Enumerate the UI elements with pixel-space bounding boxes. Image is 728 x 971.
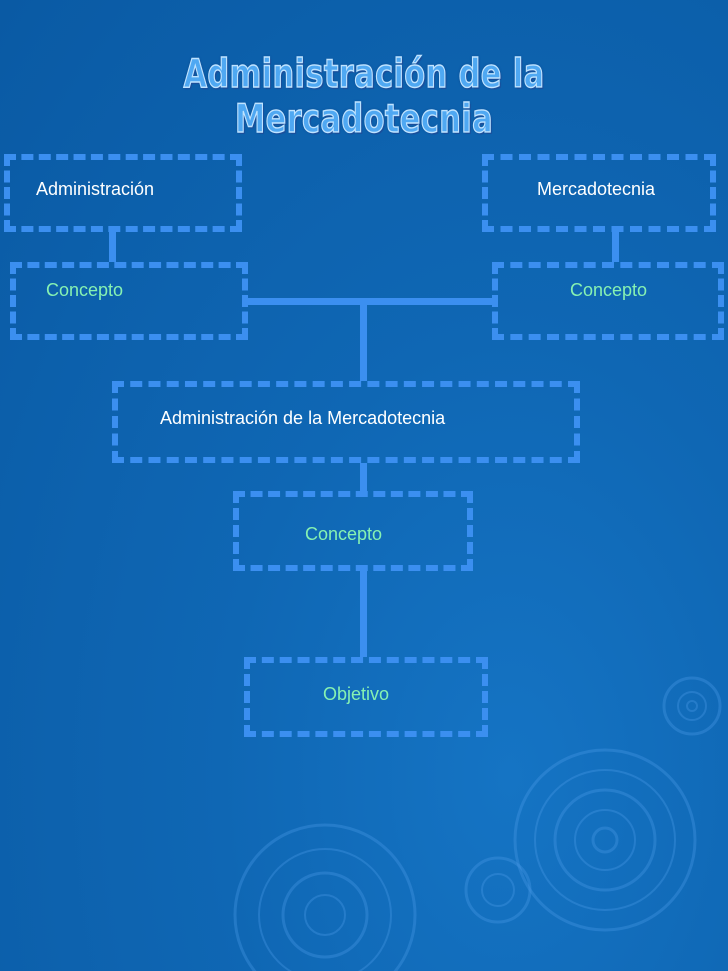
connector-to-concepto-center <box>360 463 367 491</box>
concepto-right-box <box>492 262 724 340</box>
concepto-center-label: Concepto <box>305 524 383 544</box>
objetivo-label: Objetivo <box>323 684 390 704</box>
connector-horizontal <box>248 298 492 305</box>
administracion-mercadotecnia-label: Administración de la Mercadotecnia <box>160 408 446 428</box>
connector-center-vertical <box>360 305 367 381</box>
page-title: Administración de la Mercadotecnia <box>183 52 545 142</box>
connector-right-vertical <box>612 232 619 262</box>
concepto-right-label: Concepto <box>570 280 648 300</box>
connector-left-vertical <box>109 232 116 262</box>
mercadotecnia-label: Mercadotecnia <box>537 179 656 199</box>
connector-to-objetivo <box>360 571 367 657</box>
administracion-label: Administración <box>36 179 155 199</box>
concepto-left-box <box>10 262 248 340</box>
concepto-left-label: Concepto <box>46 280 124 300</box>
